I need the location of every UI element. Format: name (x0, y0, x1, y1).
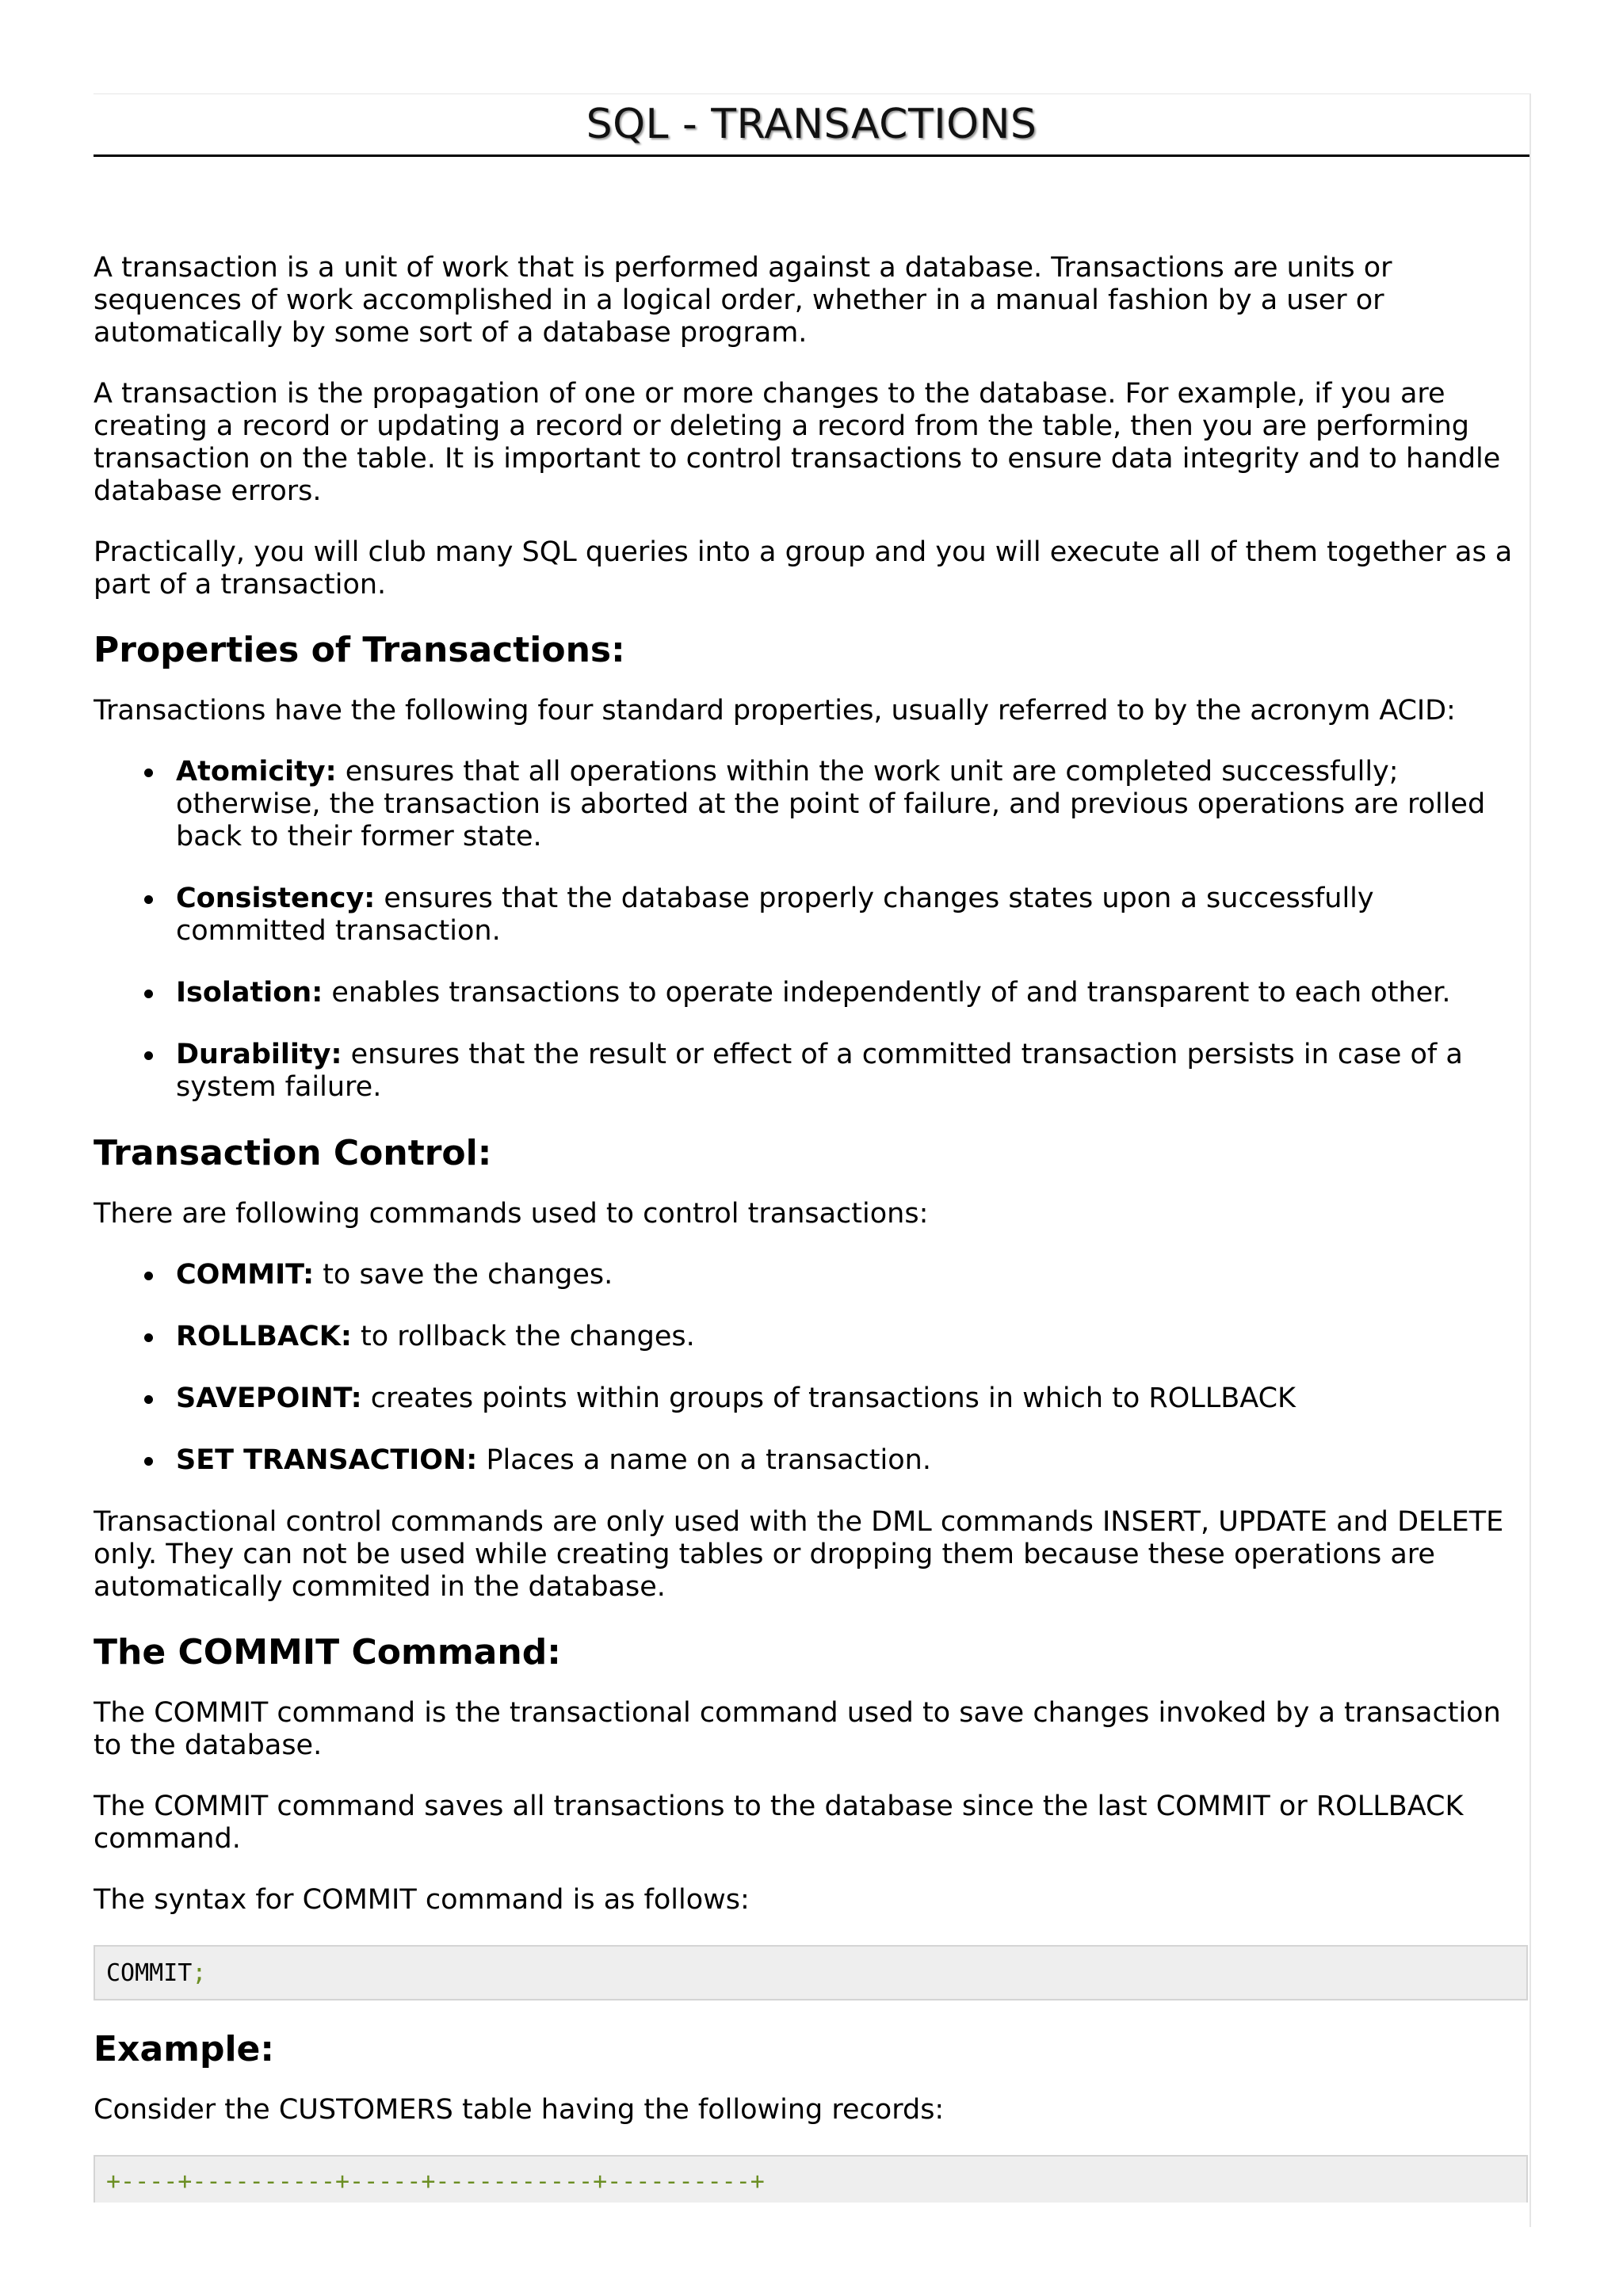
commit-paragraph-2: The COMMIT command saves all transactions to the database since the last COMMIT or ROLLBACK command. (94, 1791, 1464, 1855)
list-item-commit (94, 1259, 1528, 1291)
example-heading: Example: (94, 2029, 274, 2069)
list-item-text: to save the changes. (314, 1259, 613, 1291)
list-item-savepoint (94, 1383, 1528, 1415)
commit-paragraph-1: The COMMIT command is the transactional command used to save changes invoked by a transaction to the database. (94, 1697, 1501, 1761)
commit-paragraph-3: The syntax for COMMIT command is as follows: (94, 1884, 750, 1916)
list-item-term: Consistency: (176, 883, 376, 914)
control-heading: Transaction Control: (94, 1133, 492, 1173)
list-item-atomicity (94, 756, 1528, 853)
list-item-text: ensures that the database properly changes states upon a successfully committed transaction. (176, 883, 1374, 947)
list-item-term: Durability: (176, 1039, 342, 1070)
list-item-term: SAVEPOINT: (176, 1383, 362, 1414)
example-paragraph: Consider the CUSTOMERS table having the following records: (94, 2094, 945, 2126)
list-item-text: enables transactions to operate independently of and transparent to each other. (323, 977, 1451, 1009)
list-item-text: Places a name on a transaction. (477, 1444, 931, 1476)
intro-paragraph-2: A transaction is the propagation of one or more changes to the database. For example, if you are creating a record or updating a record or deleting a record from the table, then you are performing transaction on the table. It is important to control transactions to ensure data integrity and to handle database errors. (94, 378, 1501, 507)
commit-heading: The COMMIT Command: (94, 1632, 561, 1672)
list-item-text: creates points within groups of transactions in which to ROLLBACK (361, 1383, 1296, 1414)
list-item-consistency (94, 883, 1528, 948)
list-item-text: to rollback the changes. (351, 1321, 695, 1352)
acid-list (94, 756, 1528, 1104)
commit-code-block (94, 1945, 1528, 2000)
list-item-term: SET TRANSACTION: (176, 1444, 478, 1476)
title-bar (94, 94, 1529, 157)
control-list (94, 1259, 1528, 1477)
control-lead: There are following commands used to control transactions: (94, 1198, 929, 1230)
list-item-text: ensures that the result or effect of a committed transaction persists in case of a system failure. (176, 1039, 1463, 1103)
code-semicolon: ; (192, 1959, 207, 1987)
intro-paragraph-1: A transaction is a unit of work that is performed against a database. Transactions are units or sequences of work accomplished in a logical order, whether in a manual fashion by a user or automatically by some sort of a database program. (94, 252, 1392, 349)
document-page (94, 93, 1531, 2227)
list-item-term: ROLLBACK: (176, 1321, 352, 1352)
list-item-durability (94, 1039, 1528, 1104)
list-item-set-transaction (94, 1444, 1528, 1477)
list-item-text: ensures that all operations within the work unit are completed successfully; otherwise, the transaction is aborted at the point of failure, and previous operations are rolled back to their former state. (176, 756, 1486, 852)
list-item-isolation (94, 977, 1528, 1009)
intro-paragraph-3: Practically, you will club many SQL queries into a group and you will execute all of them together as a part of a transaction. (94, 536, 1513, 601)
page-title: SQL - TRANSACTIONS (586, 101, 1037, 148)
list-item-term: Atomicity: (176, 756, 337, 788)
document-content (94, 157, 1528, 2203)
control-note: Transactional control commands are only used with the DML commands INSERT, UPDATE and DELETE only. They can not be used while creating tables or dropping them because these operations are automatically commited in the database. (94, 1506, 1504, 1603)
table-border-line: +----+----------+-----+-----------+----------+ (106, 2168, 765, 2195)
properties-heading: Properties of Transactions: (94, 630, 625, 670)
list-item-term: COMMIT: (176, 1259, 315, 1291)
customers-table-code-block (94, 2155, 1528, 2203)
code-keyword: COMMIT (106, 1959, 193, 1987)
properties-lead: Transactions have the following four standard properties, usually referred to by the acronym ACID: (94, 695, 1456, 727)
list-item-rollback (94, 1321, 1528, 1353)
list-item-term: Isolation: (176, 977, 323, 1009)
